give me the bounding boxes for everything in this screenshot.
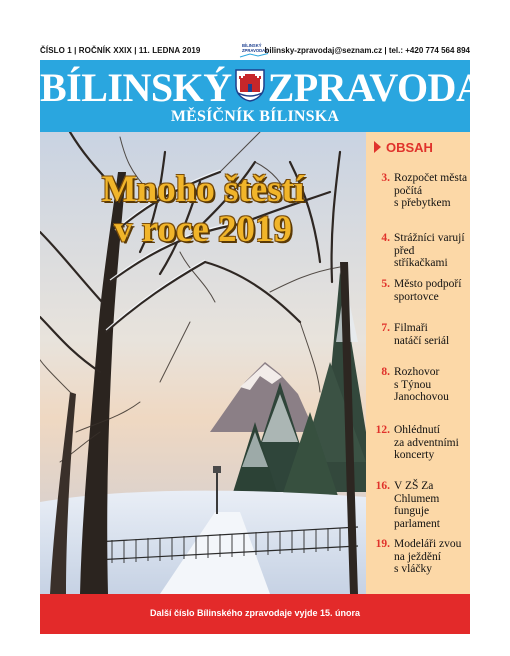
arrow-right-icon: [374, 141, 381, 153]
issue-info: ČÍSLO 1 | ROČNÍK XXIX | 11. LEDNA 2019: [40, 46, 201, 55]
toc-header-label: OBSAH: [386, 140, 433, 155]
toc-item-text: Strážníci varují před stříkačkami: [394, 232, 465, 269]
masthead-title-left: BÍLINSKÝ: [40, 65, 232, 110]
toc-item-text: Město podpoří sportovce: [394, 278, 462, 303]
toc-item-text: Filmaři natáčí seriál: [394, 322, 450, 347]
toc-page-number: 5.: [381, 278, 390, 290]
toc-item-text: V ZŠ Za Chlumem funguje parlament: [394, 480, 440, 530]
toc-page-number: 8.: [381, 366, 390, 378]
masthead-title: [40, 65, 504, 110]
headline-line2: v roce 2019: [113, 209, 293, 250]
masthead-subtitle: MĚSÍČNÍK BÍLINSKA: [170, 108, 340, 125]
mini-logo-line2: ZPRAVODAJ: [242, 47, 268, 53]
toc-item-text: Rozhovor s Týnou Janochovou: [394, 366, 449, 403]
top-info-bar: [40, 44, 470, 58]
toc-page-number: 3.: [381, 172, 390, 184]
toc-page-number: 7.: [381, 322, 390, 334]
headline-line1: Mnoho štěstí: [101, 169, 305, 210]
toc-item-text: Modeláři zvou na ježdění s vláčky: [394, 538, 462, 575]
toc-page-number: 16.: [375, 480, 390, 492]
toc-item-text: Rozpočet města počítá s přebytkem: [394, 172, 468, 209]
toc-page-number: 4.: [381, 232, 390, 244]
table-of-contents: [366, 132, 470, 594]
cover-headline: [40, 170, 366, 250]
town-crest-icon: [234, 67, 266, 111]
toc-page-number: 12.: [375, 424, 390, 436]
footer-band: [40, 594, 470, 634]
contact-info: bilinsky-zpravodaj@seznam.cz | tel.: +420 774 564 894: [264, 46, 470, 55]
cover-photo: [40, 132, 366, 594]
masthead: [40, 60, 504, 132]
toc-item-text: Ohlédnutí za adventními koncerty: [394, 424, 459, 461]
mini-logo-line1: BÍLINSKÝ: [242, 43, 262, 48]
next-issue-note: Další číslo Bílinského zpravodaje vyjde 15. února: [149, 608, 361, 618]
masthead-title-right: ZPRAVODAJ: [267, 65, 504, 110]
toc-page-number: 19.: [375, 538, 390, 550]
toc-header: [374, 140, 433, 156]
